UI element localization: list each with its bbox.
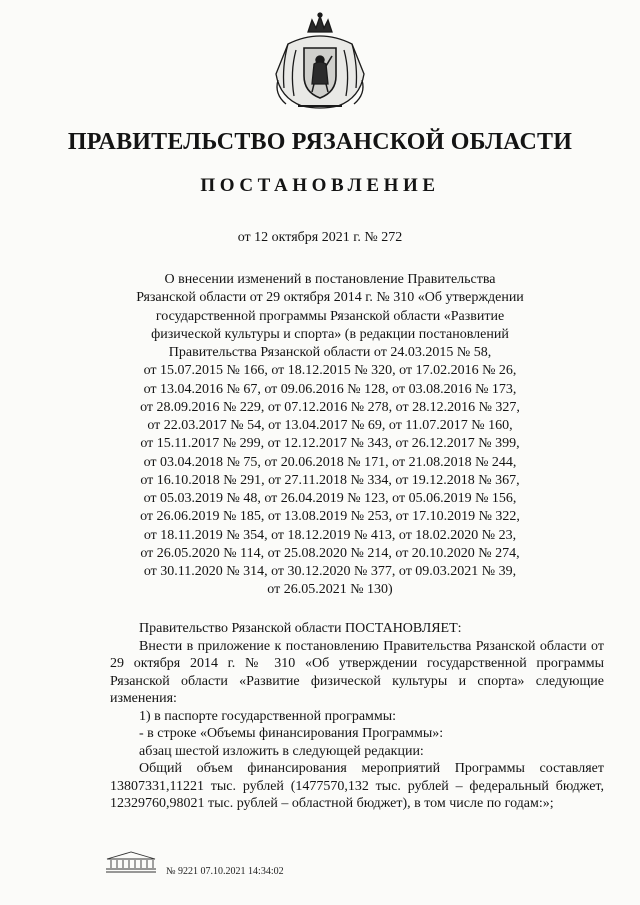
document-subject	[100, 271, 560, 600]
financing-quote: Общий объем финансирования мероприятий Программы составляет 13807331,11221 тыс. рублей (1477570,132 тыс. рублей – федеральный бюджет, 12329760,98021 тыс. рублей – областной бюджет), в том числе по годам:»;	[110, 761, 604, 811]
subject-line: от 26.06.2019 № 185, от 13.08.2019 № 253, от 17.10.2019 № 322,	[140, 509, 520, 525]
subject-line: государственной программы Рязанской области «Развитие	[155, 308, 505, 324]
list-item-paragraph-six: абзац шестой изложить в следующей редакции:	[139, 743, 424, 759]
subject-line: О внесении изменений в постановление Правительства	[164, 272, 496, 287]
subject-line: от 26.05.2021 № 130)	[267, 582, 393, 598]
subject-line: от 22.03.2017 № 54, от 13.04.2017 № 69, от 11.07.2017 № 160,	[147, 418, 513, 433]
subject-line: от 30.11.2020 № 314, от 30.12.2020 № 377, от 09.03.2021 № 39,	[143, 564, 517, 579]
subject-line: от 15.11.2017 № 299, от 12.12.2017 № 343, от 26.12.2017 № 399,	[140, 436, 520, 452]
list-item-financing-row: - в строке «Объемы финансирования Программы»:	[139, 726, 444, 741]
document-body	[110, 620, 604, 813]
subject-line: от 28.09.2016 № 229, от 07.12.2016 № 278, от 28.12.2016 № 327,	[140, 399, 520, 415]
registration-mark: № 9221 07.10.2021 14:34:02	[166, 866, 284, 877]
subject-line: физической культуры и спорта» (в редакции постановлений	[151, 326, 509, 342]
subject-line: от 03.04.2018 № 75, от 20.06.2018 № 171, от 21.08.2018 № 244,	[143, 454, 517, 470]
subject-line: от 13.04.2016 № 67, от 09.06.2016 № 128, от 03.08.2016 № 173,	[143, 381, 517, 397]
subject-line: от 26.05.2020 № 114, от 25.08.2020 № 214, от 20.10.2020 № 274,	[140, 545, 520, 561]
list-item-passport: 1) в паспорте государственной программы:	[139, 708, 397, 724]
document-date-number: от 12 октября 2021 г. № 272	[237, 230, 403, 245]
subject-line: Правительства Рязанской области от 24.03.2015 № 58,	[168, 345, 492, 360]
ryazan-coat-of-arms-icon	[268, 10, 372, 114]
government-title: ПРАВИТЕЛЬСТВО РЯЗАНСКОЙ ОБЛАСТИ	[67, 129, 573, 155]
subject-line: от 16.10.2018 № 291, от 27.11.2018 № 334, от 19.12.2018 № 367,	[140, 472, 520, 488]
resolves-statement: Правительство Рязанской области ПОСТАНОВЛЯЕТ:	[139, 621, 462, 636]
subject-line: Рязанской области от 29 октября 2014 г. № 310 «Об утверждении	[136, 290, 524, 306]
subject-line: от 05.03.2019 № 48, от 26.04.2019 № 123, от 05.06.2019 № 156,	[143, 491, 517, 506]
subject-line: от 18.11.2019 № 354, от 18.12.2019 № 413, от 18.02.2020 № 23,	[143, 527, 517, 543]
document-type-title: ПОСТАНОВЛЕНИЕ	[200, 175, 440, 196]
intro-paragraph: Внести в приложение к постановлению Правительства Рязанской области от 29 октября 2014 г. № 310 «Об утверждении государственной программы Рязанской области «Развитие физической культуры и спорта» следующие изменения:	[110, 638, 604, 706]
subject-line: от 15.07.2015 № 166, от 18.12.2015 № 320, от 17.02.2016 № 26,	[143, 363, 517, 379]
government-building-stamp-icon	[103, 849, 159, 875]
